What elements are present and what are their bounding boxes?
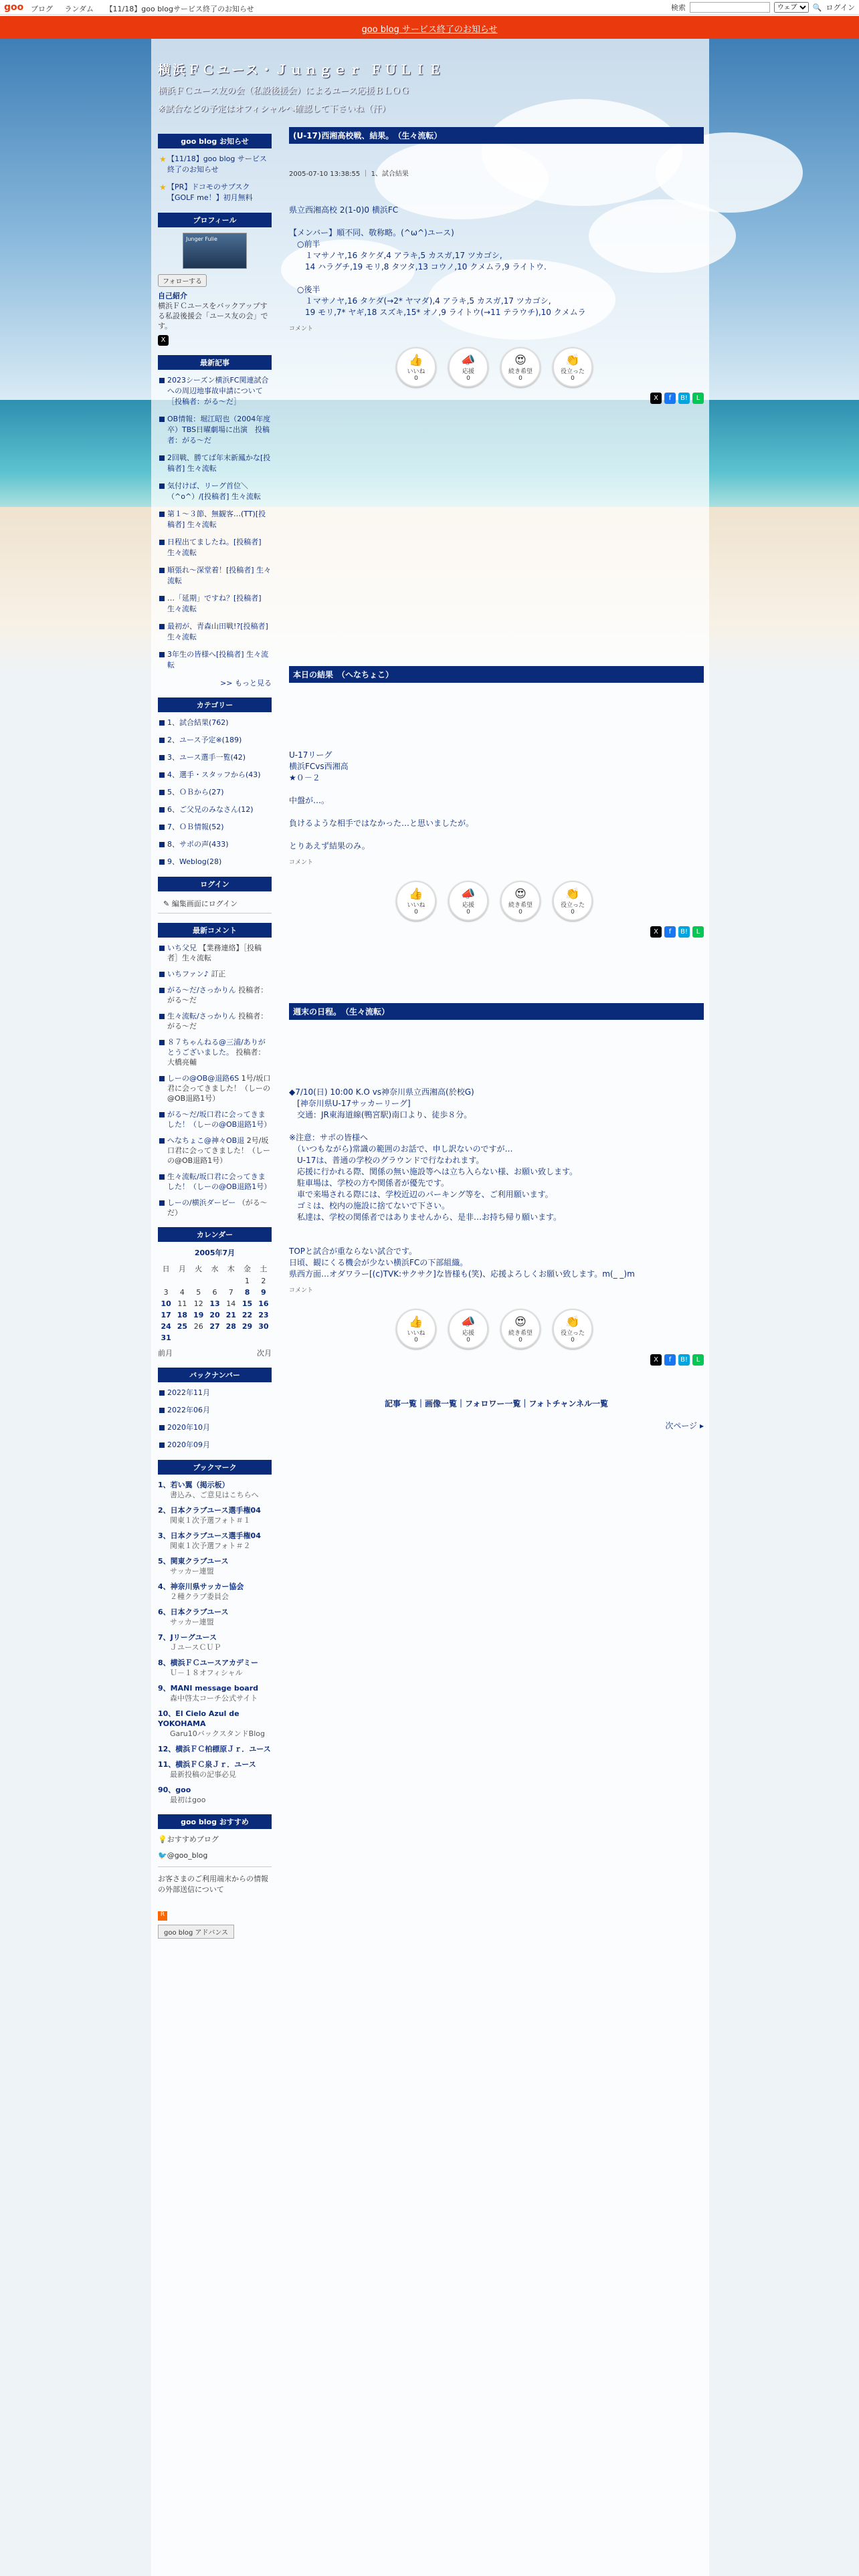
cheer-button[interactable]: 📣 応援 0 — [448, 347, 488, 387]
blog-subtitle: 横浜ＦＣユース友の会（私設後援会）によるユース応援ＢＬＯＧ — [158, 86, 409, 96]
bookmark-item[interactable]: 1、若い翼（掲示板） 書込み、ご意見はこちらへ — [158, 1481, 259, 1499]
megaphone-icon: 📣 — [461, 354, 476, 367]
calendar-table: 日 月 火 水 木 金 土 1 2 3 4 5 6 7 8 9 10 11 12 13 14 15 16 17 18 19 20 21 22 23 24 25 26 27 28 29 30 31 — [161, 1265, 269, 1342]
comment-item[interactable]: しーの/横浜ダービー （がる～だ） — [158, 1198, 272, 1218]
like-button[interactable]: 👍 いいね 0 — [396, 881, 436, 921]
category-item[interactable]: 8、サポの声(433) — [158, 839, 272, 850]
goo-blog-advance-badge[interactable]: goo blog アドバンス — [158, 1925, 234, 1939]
search-input[interactable] — [690, 2, 770, 13]
backnumber-item[interactable]: 2020年09月 — [158, 1440, 272, 1451]
heart-eyes-icon: 😍 — [514, 1315, 527, 1329]
comment-heading: 最新コメント — [158, 923, 272, 938]
pencil-icon: ✎ — [163, 899, 172, 908]
edit-login-button[interactable]: ✎ 編集画面にログイン — [158, 897, 272, 914]
gnav-links — [31, 3, 264, 14]
reaction-buttons — [396, 347, 704, 387]
hatena-share-icon[interactable]: B! — [678, 1354, 690, 1366]
recent-item[interactable]: OB情報：堀江昭也（2004年度卒）TBS日曜劇場に出演 投稿者：がる～だ — [158, 414, 272, 446]
thumbs-up-icon: 👍 — [409, 887, 423, 901]
goo-logo[interactable]: goo — [4, 2, 24, 13]
post-3 — [289, 1003, 704, 1431]
megaphone-icon: 📣 — [461, 887, 476, 901]
comment-link[interactable]: コメント — [289, 859, 314, 866]
recent-item[interactable]: 順張れ～深堂着！[投稿者] 生々流転 — [158, 565, 272, 586]
post-1 — [289, 127, 704, 404]
x-share-icon[interactable]: X — [650, 1354, 662, 1366]
comment-item[interactable]: 生々流転/坂口君に会ってきました！（しーの@OB退路1号） — [158, 1172, 272, 1192]
share-buttons — [289, 926, 704, 938]
gnav-search — [671, 2, 855, 13]
post-2 — [289, 666, 704, 938]
share-buttons — [289, 393, 704, 404]
heart-eyes-icon: 😍 — [514, 354, 527, 367]
calendar-caption: 2005年7月 — [194, 1249, 235, 1257]
category-item[interactable]: 2、ユース予定※(189) — [158, 735, 272, 746]
login-heading: ログイン — [158, 877, 272, 891]
comment-link[interactable]: コメント — [289, 326, 314, 332]
post-title[interactable]: 本日の結果 （へなちょこ） — [289, 666, 704, 683]
bookmark-item[interactable]: 11、横浜ＦＣ泉Ｊｒ．ユース 最新投稿の記事必見 — [158, 1760, 256, 1779]
comment-item[interactable]: へなちょこ@神々OB退 2号/坂口君に会ってきました！（しーの@OB退路1号） — [158, 1136, 272, 1166]
bookmark-item[interactable]: 8、横浜ＦＣユースアカデミー Ｕ－１８オフィシャル — [158, 1658, 258, 1677]
recent-item[interactable]: 2023シーズン横浜FC関連試合への周辺地事故申請について［投稿者：がる～だ］ — [158, 375, 272, 407]
post-meta[interactable]: 2005-07-10 13:38:55 ｜ 1、試合結果 — [289, 171, 409, 178]
bulb-icon: 💡 — [158, 1835, 167, 1844]
bookmark-item[interactable]: 4、神奈川県サッカー協会 ２種クラブ委員会 — [158, 1582, 244, 1601]
category-item[interactable]: 7、ＯＢ情報(52) — [158, 822, 272, 833]
line-share-icon[interactable]: L — [692, 926, 704, 938]
backnumber-item[interactable]: 2022年06月 — [158, 1405, 272, 1416]
bookmark-item[interactable]: 12、横浜ＦＣ柏標原Ｊｒ．ユース — [158, 1745, 271, 1753]
share-buttons — [289, 1354, 704, 1366]
more-link[interactable]: >> もっと見る — [220, 679, 272, 687]
helpful-button[interactable]: 👏 役立った 0 — [553, 347, 593, 387]
post-title[interactable]: (U-17)西湘高校戦、結果。 （生々流転） — [289, 127, 704, 144]
service-end-banner — [0, 16, 859, 39]
footer-links[interactable]: 記事一覧｜画像一覧｜フォロワー一覧｜フォトチャンネル一覧 — [384, 1399, 609, 1408]
comment-item[interactable]: 生々流転/さっかりん 投稿者：がる～だ — [158, 1011, 272, 1031]
comment-item[interactable]: いちファン♪ 訂正 — [158, 969, 272, 979]
bookmark-item[interactable]: 2、日本クラブユース選手権04 関東１次予選フォト＃１ — [158, 1506, 261, 1525]
search-icon[interactable]: 🔍 — [812, 3, 822, 12]
comment-item[interactable]: ８７ちゃんねる@三浦/ありがとうございました。 投稿者：大橋亮輔 — [158, 1037, 272, 1067]
service-end-link[interactable]: goo blog サービス終了のお知らせ — [361, 25, 498, 35]
recent-item[interactable]: 気付けば、リーグ首位＼（^o^）/[投稿者] 生々流転 — [158, 481, 272, 502]
want-more-button[interactable]: 😍 続き希望 0 — [500, 881, 541, 921]
bookmark-heading: ブックマーク — [158, 1460, 272, 1475]
category-item[interactable]: 6、ご父兄のみなさん(12) — [158, 804, 272, 815]
bookmark-item[interactable]: 90、goo 最初はgoo — [158, 1786, 206, 1804]
reaction-buttons — [396, 881, 704, 921]
clap-icon: 👏 — [565, 1315, 580, 1329]
comment-item[interactable]: いち父兄 【業務連絡】［投稿者］生々流転 — [158, 943, 272, 963]
heart-eyes-icon: 😍 — [514, 887, 527, 901]
reaction-buttons — [396, 1309, 704, 1349]
x-share-icon[interactable]: X — [650, 393, 662, 404]
calendar-next[interactable]: 次月 — [257, 1349, 272, 1358]
comment-link[interactable]: コメント — [289, 1287, 314, 1294]
line-share-icon[interactable]: L — [692, 393, 704, 404]
bookmark-item[interactable]: 10、El Cielo Azul de YOKOHAMA Garu10バックスタンドBlog — [158, 1709, 265, 1738]
category-item[interactable]: 4、選手・スタッフから(43) — [158, 770, 272, 780]
line-share-icon[interactable]: L — [692, 1354, 704, 1366]
blog-note: ※試合などの予定はオフィシャルへ確認して下さいね（汗） — [158, 104, 391, 114]
rss-icon[interactable]: R — [158, 1911, 167, 1921]
category-item[interactable]: 9、Weblog(28) — [158, 857, 272, 867]
gnav-link-random[interactable]: ランダム — [64, 5, 94, 13]
next-page-link[interactable]: 次ページ ▸ — [665, 1421, 704, 1430]
recent-item[interactable]: …「延期」ですね？[投稿者] 生々流転 — [158, 593, 272, 615]
twitter-icon: 🐦 — [158, 1851, 167, 1860]
x-icon[interactable]: X — [158, 335, 169, 346]
x-share-icon[interactable]: X — [650, 926, 662, 938]
cheer-button[interactable]: 📣 応援 0 — [448, 881, 488, 921]
recent-item[interactable]: 3年生の皆様へ[投稿者] 生々流転 — [158, 649, 272, 671]
bookmark-item[interactable]: 3、日本クラブユース選手権04 関東１次予選フォト＃２ — [158, 1531, 261, 1550]
bookmark-item[interactable]: 5、関東クラブユース サッカー連盟 — [158, 1557, 229, 1576]
recent-item[interactable]: 日程出てましたね。[投稿者] 生々流転 — [158, 537, 272, 558]
like-button[interactable]: 👍 いいね 0 — [396, 1309, 436, 1349]
bookmark-item[interactable]: 6、日本クラブユース サッカー連盟 — [158, 1608, 229, 1626]
category-item[interactable]: 5、ＯＢから(27) — [158, 787, 272, 798]
want-more-button[interactable]: 😍 続き希望 0 — [500, 1309, 541, 1349]
cheer-button[interactable]: 📣 応援 0 — [448, 1309, 488, 1349]
login-link[interactable]: ログイン — [826, 3, 855, 12]
twitter-link[interactable]: 🐦@goo_blog — [158, 1851, 208, 1860]
backnumber-item[interactable]: 2020年10月 — [158, 1422, 272, 1433]
recent-item[interactable]: 2回戦、勝てば年末新鳳かな[投稿者] 生々流転 — [158, 453, 272, 474]
recommend-heading: goo blog おすすめ — [158, 1814, 272, 1829]
notice-item[interactable]: ★ 【PR】ドコモのサブスク【GOLF me！】初月無料 — [158, 182, 272, 203]
comment-item[interactable]: がる～だ/さっかりん 投稿者：がる～だ — [158, 985, 272, 1005]
clap-icon: 👏 — [565, 354, 580, 367]
post-body: U-17リーグ 横浜FCvs西湘高 ★０－２ 中盤が…。 負けるような相手ではなかった…と思いましたが。 とりあえず結果のみ。 — [289, 750, 474, 851]
search-scope-select[interactable] — [774, 2, 809, 13]
external-send-note[interactable]: お客さまのご利用端末からの情報の外部送信について — [158, 1866, 272, 1895]
sidebar — [158, 134, 272, 1948]
facebook-share-icon[interactable]: f — [664, 1354, 676, 1366]
recent-item[interactable]: 第１～３節、無観客…(TT)[投稿者] 生々流転 — [158, 509, 272, 530]
like-button[interactable]: 👍 いいね 0 — [396, 347, 436, 387]
global-nav — [0, 0, 859, 15]
want-more-button[interactable]: 😍 続き希望 0 — [500, 347, 541, 387]
hatena-share-icon[interactable]: B! — [678, 926, 690, 938]
thumbs-up-icon: 👍 — [409, 354, 423, 367]
comment-item[interactable]: しーの@OB@退路6S 1号/坂口君に会ってきました！（しーの@OB退路1号） — [158, 1073, 272, 1103]
recent-heading: 最新記事 — [158, 355, 272, 370]
post-title[interactable]: 週末の日程。 （生々流転） — [289, 1003, 704, 1020]
facebook-share-icon[interactable]: f — [664, 393, 676, 404]
clap-icon: 👏 — [565, 887, 580, 901]
post-body: 県立西湘高校 2(1-0)0 横浜FC 【メンバー】順不同、敬称略。(^ω^)ユース) ○前半 １マサノヤ,16 タケダ,4 アラキ,5 カスガ,17 ツカゴシ, 14 ハラグチ,19 モリ,8 タツタ,13 コウノ,10 クメムラ,9 ライトウ. ○後半 １マサノヤ,16 タケダ(→2* ヤマダ),4 アラキ,5 カスガ,17 ツカゴシ, 19 モリ,7* ヤギ,18 スズキ,15* オノ,9 ライトウ(→11 テラウチ),10 クメムラ — [289, 205, 586, 317]
recent-item[interactable]: 最初が、青森山田戦!?[投稿者] 生々流転 — [158, 621, 272, 643]
gnav-link-notice[interactable]: 【11/18】goo blogサービス終了のお知らせ — [105, 5, 254, 13]
calendar-prev[interactable]: 前月 — [158, 1349, 173, 1358]
profile-heading: プロフィール — [158, 213, 272, 227]
facebook-share-icon[interactable]: f — [664, 926, 676, 938]
thumbs-up-icon: 👍 — [409, 1315, 423, 1329]
helpful-button[interactable]: 👏 役立った 0 — [553, 881, 593, 921]
blog-title[interactable]: 横浜ＦＣユース・Ｊｕｎｇｅｒ ＦＵＬＩＥ — [158, 63, 444, 78]
category-heading: カテゴリー — [158, 697, 272, 712]
profile-text: 横浜ＦＣユースをバックアップする私設後援会「ユース友の会」です。 — [158, 302, 268, 330]
post-body: ◆7/10(日) 10:00 K.O vs神奈川県立西湘高(於校G) [神奈川県U-17サッカーリーグ] 交通：JR東海道線(鴨宮駅)南口より、徒歩８分。 ※注意：サポの皆様へ （いつもながら)常識の範囲のお話で、申し訳ないのですが… U-17は、普通の学校のグラウンドで行なわれます。 応援に行かれる際、関係の無い施設等へは立ち入らない様、お願い致します。 駐車場は、学校の方や関係者が優先です。 車で来場される際には、学校近辺のパーキング等を、ご利用願います。 ゴミは、校内の施設に捨てないで下さい。 私達は、学校の関係者ではありませんから、是非…お持ち帰り願います。 TOPと試合が重ならない試合です。 日頃、観にくる機会が少ない横浜FCの下部組織。 県西方面…オダワラー[(c)TVK:サクサク]な皆様も(笑)、応援よろしくお願い致します。m(_ _)m — [289, 1087, 635, 1279]
category-item[interactable]: 3、ユース選手一覧(42) — [158, 752, 272, 763]
backnumber-item[interactable]: 2022年11月 — [158, 1388, 272, 1398]
follow-button[interactable]: フォローする — [158, 274, 207, 287]
notice-item[interactable]: ★ 【11/18】goo blog サービス終了のお知らせ — [158, 154, 272, 175]
recommend-blog-link[interactable]: 💡おすすめブログ — [158, 1835, 219, 1844]
comment-item[interactable]: がる～だ/坂口君に会ってきました！（しーの@OB退路1号） — [158, 1109, 272, 1130]
notice-heading: goo blog お知らせ — [158, 134, 272, 148]
profile-image[interactable]: Junger Fulie — [183, 233, 247, 269]
helpful-button[interactable]: 👏 役立った 0 — [553, 1309, 593, 1349]
category-item[interactable]: 1、試合結果(762) — [158, 718, 272, 728]
profile-name: 自己紹介 — [158, 292, 187, 300]
gnav-link-blog[interactable]: ブログ — [31, 5, 53, 13]
calendar-heading: カレンダー — [158, 1227, 272, 1242]
bookmark-item[interactable]: 9、MANI message board 森中啓太コーチ公式サイト — [158, 1684, 258, 1703]
hatena-share-icon[interactable]: B! — [678, 393, 690, 404]
bookmark-item[interactable]: 7、Jリーグユース ＪユースＣＵＰ — [158, 1633, 221, 1652]
search-label: 検索 — [670, 3, 686, 12]
megaphone-icon: 📣 — [461, 1315, 476, 1329]
blog-header — [158, 60, 693, 114]
backnumber-heading: バックナンバー — [158, 1368, 272, 1382]
